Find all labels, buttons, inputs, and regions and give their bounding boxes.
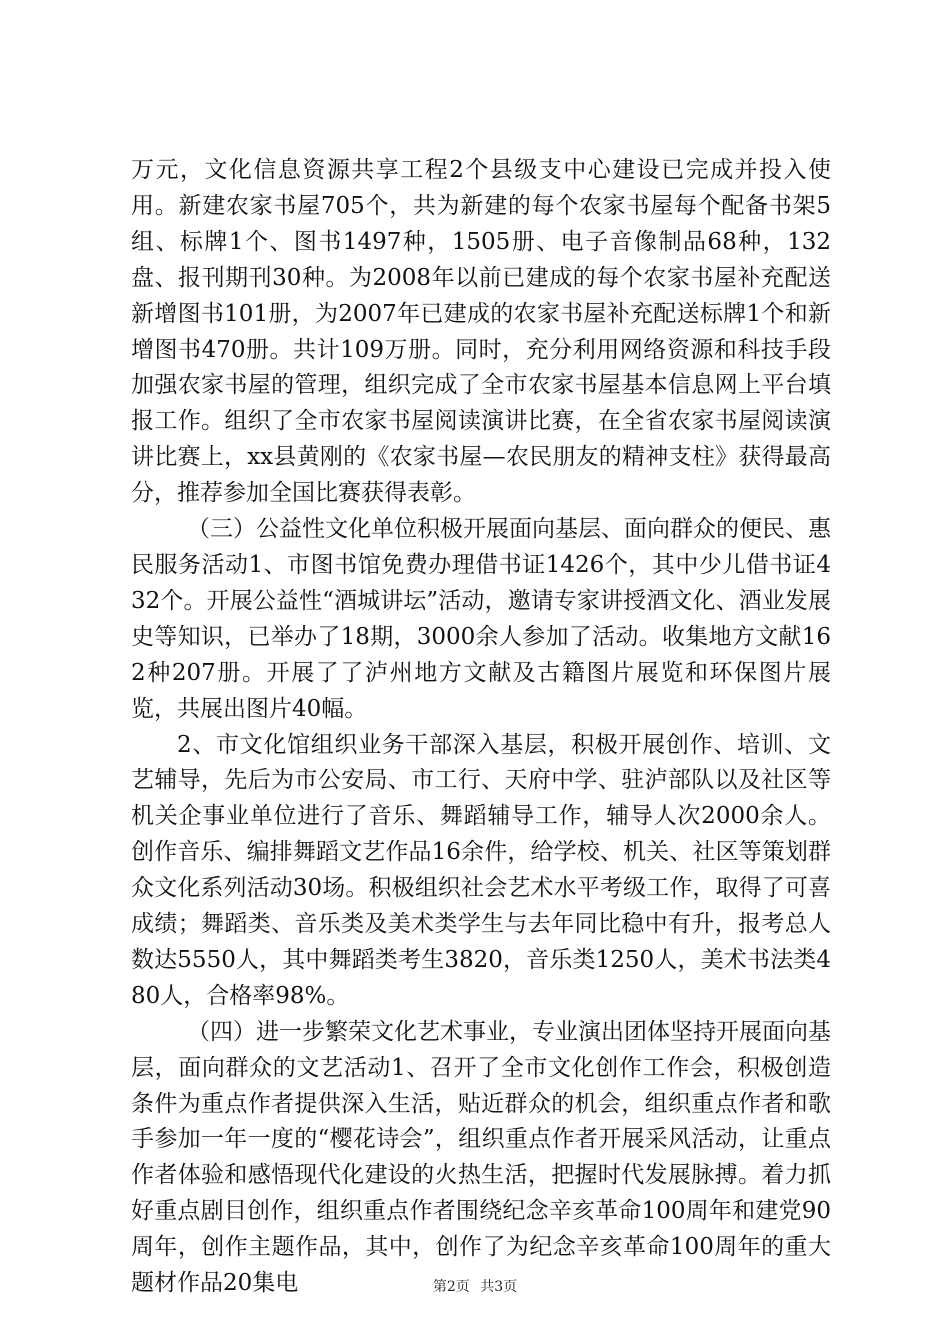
page-number: 第2页 [432,1279,470,1295]
document-body [131,153,831,1302]
page-footer [0,1276,950,1296]
page-total: 共3页 [480,1279,518,1295]
paragraph-section-three: （三）公益性文化单位积极开展面向基层、面向群众的便民、惠民服务活动1、市图书馆免费办理借书证1426个，其中少儿借书证432个。开展公益性“酒城讲坛”活动，邀请专家讲授酒文化、酒业发展史等知识，已举办了18期，3000余人参加了活动。收集地方文献162种207册。开展了了泸州地方文献及古籍图片展览和环保图片展览，共展出图片40幅。 [131,516,831,722]
paragraph-section-four: （四）进一步繁荣文化艺术事业，专业演出团体坚持开展面向基层，面向群众的文艺活动1、召开了全市文化创作工作会，积极创造条件为重点作者提供深入生活，贴近群众的机会，组织重点作者和歌手参加一年一度的“樱花诗会”，组织重点作者开展采风活动，让重点作者体验和感悟现代化建设的火热生活，把握时代发展脉搏。着力抓好重点剧目创作，组织重点作者围绕纪念辛亥革命100周年和建党90周年，创作主题作品，其中，创作了为纪念辛亥革命100周年的重大题材作品20集电 [131,1018,831,1297]
paragraph-continuation: 万元，文化信息资源共享工程2个县级支中心建设已完成并投入使用。新建农家书屋705个，共为新建的每个农家书屋每个配备书架5组、标牌1个、图书1497种，1505册、电子音像制品68种，132盘、报刊期刊30种。为2008年以前已建成的每个农家书屋补充配送新增图书101册，为2007年已建成的农家书屋补充配送标牌1个和新增图书470册。共计109万册。同时，充分利用网络资源和科技手段加强农家书屋的管理，组织完成了全市农家书屋基本信息网上平台填报工作。组织了全市农家书屋阅读演讲比赛，在全省农家书屋阅读演讲比赛上，xx县黄刚的《农家书屋—农民朋友的精神支柱》获得最高分，推荐参加全国比赛获得表彰。 [131,157,831,507]
paragraph-item-two: 2、市文化馆组织业务干部深入基层，积极开展创作、培训、文艺辅导，先后为市公安局、市工行、天府中学、驻泸部队以及社区等机关企事业单位进行了音乐、舞蹈辅导工作，辅导人次2000余人。创作音乐、编排舞蹈文艺作品16余件，给学校、机关、社区等策划群众文化系列活动30场。积极组织社会艺术水平考级工作，取得了可喜成绩；舞蹈类、音乐类及美术类学生与去年同比稳中有升，报考总人数达5550人，其中舞蹈类考生3820，音乐类1250人，美术书法类480人，合格率98%。 [131,731,831,1009]
